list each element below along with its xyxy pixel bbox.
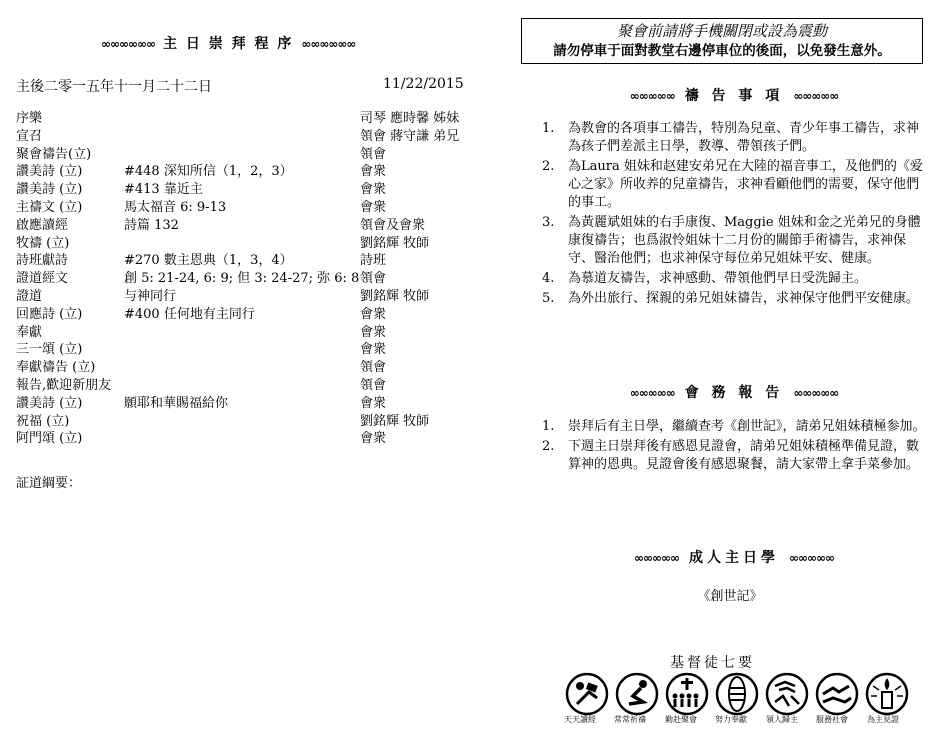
ornament-right: ∞∞∞∞∞ bbox=[793, 89, 839, 103]
order-item: 啟應讀經 bbox=[16, 217, 69, 233]
ornament-left: ∞∞∞∞∞ bbox=[629, 89, 675, 103]
order-item: 阿門頌 (立) bbox=[16, 431, 83, 447]
essential-label: 領人歸主 bbox=[766, 715, 798, 724]
essential-label: 努力奉獻 bbox=[715, 715, 747, 724]
affairs-title: 會 務 報 告 bbox=[684, 385, 784, 401]
order-content: 与神同行 bbox=[124, 288, 177, 304]
item-number: 4. bbox=[542, 271, 555, 286]
order-row bbox=[16, 288, 486, 306]
order-item: 主禱文 (立) bbox=[16, 199, 83, 215]
order-leader: 會衆 bbox=[360, 306, 387, 322]
ornament-left: ∞∞∞∞∞ bbox=[629, 386, 675, 400]
order-row bbox=[16, 146, 486, 164]
order-leader: 司琴 應時馨 姊妹 bbox=[360, 111, 460, 126]
order-row bbox=[16, 413, 486, 431]
order-leader: 劉銘輝 牧師 bbox=[360, 235, 430, 251]
order-row bbox=[16, 163, 486, 181]
list-item bbox=[542, 438, 930, 474]
order-row bbox=[16, 359, 486, 377]
ornament-left: ∞∞∞∞∞∞ bbox=[101, 37, 155, 51]
list-item bbox=[542, 214, 930, 268]
ornament-right: ∞∞∞∞∞∞ bbox=[301, 37, 356, 51]
prayer-list bbox=[542, 120, 930, 310]
order-item: 奉獻禱告 (立) bbox=[16, 360, 96, 376]
order-item: 證道經文 bbox=[16, 271, 69, 287]
leading-others-icon bbox=[765, 672, 809, 716]
offering-icon bbox=[715, 672, 759, 716]
order-leader: 領會 bbox=[360, 377, 387, 393]
order-leader: 領會 bbox=[360, 360, 387, 376]
order-leader: 劉銘輝 牧師 bbox=[360, 288, 430, 304]
kneeling-prayer-icon bbox=[615, 672, 659, 716]
essential-label: 勤赴聚會 bbox=[665, 715, 697, 724]
item-number: 1. bbox=[542, 419, 555, 434]
order-item: 回應詩 (立) bbox=[16, 306, 83, 322]
order-row bbox=[16, 252, 486, 270]
item-text: 為黃麗斌姐妹的右手康復、Maggie 姐妹和金之光弟兄的身體康復禱告；也爲淑怜姐妹十二月份的關節手術禱告，求神保守、醫治他們；也求神保守每位弟兄姐妹平安、健康。 bbox=[568, 215, 921, 266]
order-leader: 會衆 bbox=[360, 342, 387, 358]
order-row bbox=[16, 395, 486, 413]
order-content: 詩篇 132 bbox=[124, 217, 179, 233]
order-content: #270 數主恩典（1，3，4） bbox=[124, 253, 293, 269]
essential-label: 天天讀經 bbox=[564, 715, 596, 724]
phone-notice: 聚會前請將手機關閉或設為震動 bbox=[616, 22, 827, 40]
ornament-right: ∞∞∞∞∞ bbox=[793, 386, 839, 400]
item-text: 為Laura 姐妹和赵建安弟兄在大陸的福音事工，及他們的《爱心之家》所收养的兒童禱告，求神看顧他們的需要，保守他們的事工。 bbox=[568, 159, 923, 210]
order-row bbox=[16, 430, 486, 448]
serving-society-icon bbox=[815, 672, 859, 716]
order-item: 三一頌 (立) bbox=[16, 342, 83, 358]
order-content: 願耶和華賜福給你 bbox=[124, 395, 229, 411]
order-content: #413 靠近主 bbox=[124, 182, 203, 198]
item-text: 崇拜后有主日學，繼續查考《創世記》，請弟兄姐妹積極参加。 bbox=[568, 419, 926, 434]
prayer-title: 禱 告 事 項 bbox=[684, 88, 784, 104]
order-row bbox=[16, 217, 486, 235]
order-item: 讚美詩 (立) bbox=[16, 182, 83, 198]
order-row bbox=[16, 128, 486, 146]
date-numeric: 11/22/2015 bbox=[383, 76, 464, 92]
parking-notice: 請勿停車于面對教堂右邊停車位的後面，以免發生意外。 bbox=[553, 43, 891, 59]
prayer-heading bbox=[554, 85, 914, 105]
order-leader: 劉銘輝 牧師 bbox=[360, 413, 430, 429]
order-item: 序樂 bbox=[16, 111, 43, 126]
item-number: 2. bbox=[542, 439, 555, 454]
essential-label: 常常祈禱 bbox=[614, 715, 646, 724]
order-leader: 領會 bbox=[360, 271, 387, 287]
worship-order-column bbox=[16, 0, 486, 741]
ornament-left: ∞∞∞∞∞ bbox=[634, 551, 679, 565]
order-row bbox=[16, 235, 486, 253]
order-leader: 領會 bbox=[360, 146, 387, 162]
order-row bbox=[16, 181, 486, 199]
list-item bbox=[542, 270, 930, 288]
order-row bbox=[16, 110, 486, 128]
order-row bbox=[16, 324, 486, 342]
order-leader: 會衆 bbox=[360, 324, 387, 340]
item-text: 為外出旅行、探親的弟兄姐妹禱告，求神保守他們平安健康。 bbox=[568, 291, 920, 306]
bible-reading-icon bbox=[565, 672, 609, 716]
seven-essentials-icons bbox=[565, 672, 915, 718]
order-content: #400 任何地有主同行 bbox=[124, 306, 255, 322]
list-item bbox=[542, 158, 930, 212]
item-number: 3. bbox=[542, 215, 555, 230]
date-chinese: 主後二零一五年十一月二十二日 bbox=[16, 79, 212, 95]
order-row bbox=[16, 341, 486, 359]
list-item bbox=[542, 418, 930, 436]
church-gathering-icon bbox=[665, 672, 709, 716]
order-row bbox=[16, 377, 486, 395]
order-item: 聚會禱告(立) bbox=[16, 146, 92, 162]
order-item: 祝福 (立) bbox=[16, 413, 70, 429]
seven-essentials-title: 基督徒七要 bbox=[670, 655, 755, 671]
order-item: 報告,歡迎新朋友 bbox=[16, 377, 112, 393]
affairs-heading bbox=[554, 382, 914, 402]
class-heading-title: 成人主日學 bbox=[689, 550, 779, 566]
candle-witness-icon bbox=[865, 672, 909, 716]
service-title-text: 主 日 崇 拜 程 序 bbox=[162, 36, 294, 52]
item-text: 下週主日崇拜後有感恩見證會，請弟兄姐妹積極準備見證，數算神的恩典。見證會後有感恩聚餐，請大家帶上拿手菜參加。 bbox=[568, 439, 920, 472]
order-row bbox=[16, 270, 486, 288]
order-leader: 會衆 bbox=[360, 199, 387, 215]
notice-box bbox=[521, 18, 923, 64]
order-row bbox=[16, 199, 486, 217]
order-item: 宣召 bbox=[16, 128, 43, 144]
order-row bbox=[16, 306, 486, 324]
order-item: 牧禱 (立) bbox=[16, 235, 70, 251]
item-text: 為教會的各項事工禱告，特別為兒童、青少年事工禱告，求神為孩子們差派主日學，教導、帶領孩子們。 bbox=[568, 121, 920, 154]
order-leader: 會衆 bbox=[360, 182, 387, 198]
essential-label: 服務社會 bbox=[816, 715, 848, 724]
service-title bbox=[101, 33, 355, 53]
list-item bbox=[542, 120, 930, 156]
order-leader: 領會 蔣守謙 弟兄 bbox=[360, 128, 460, 144]
ornament-right: ∞∞∞∞∞ bbox=[789, 551, 834, 565]
order-item: 奉獻 bbox=[16, 324, 43, 340]
order-item: 證道 bbox=[16, 288, 43, 304]
item-number: 5. bbox=[542, 291, 555, 306]
worship-order-list bbox=[16, 110, 486, 448]
order-leader: 會衆 bbox=[360, 164, 387, 180]
list-item bbox=[542, 290, 930, 308]
order-item: 讚美詩 (立) bbox=[16, 164, 83, 180]
announcements-column bbox=[520, 0, 943, 741]
order-item: 讚美詩 (立) bbox=[16, 395, 83, 411]
order-content: 創 5: 21-24, 6: 9; 但 3: 24-27; 弥 6: 8 bbox=[124, 271, 360, 287]
order-item: 詩班獻詩 bbox=[16, 253, 69, 269]
affairs-list bbox=[542, 418, 930, 476]
order-leader: 詩班 bbox=[360, 253, 387, 269]
item-text: 為慕道友禱告，求神感動、帶領他們早日受洗歸主。 bbox=[568, 271, 868, 286]
order-leader: 會衆 bbox=[360, 431, 387, 447]
item-number: 2. bbox=[542, 159, 555, 174]
order-leader: 會衆 bbox=[360, 395, 387, 411]
essential-label: 為主見證 bbox=[867, 715, 899, 724]
order-leader: 領會及會衆 bbox=[360, 217, 426, 233]
item-number: 1. bbox=[542, 121, 555, 136]
order-content: #448 深知所信（1，2，3） bbox=[124, 164, 293, 180]
class-book: 《創世記》 bbox=[697, 589, 763, 604]
class-heading bbox=[554, 547, 914, 567]
order-content: 馬太福音 6: 9-13 bbox=[124, 199, 227, 215]
sermon-notes-label: 証道綱要： bbox=[16, 476, 82, 491]
